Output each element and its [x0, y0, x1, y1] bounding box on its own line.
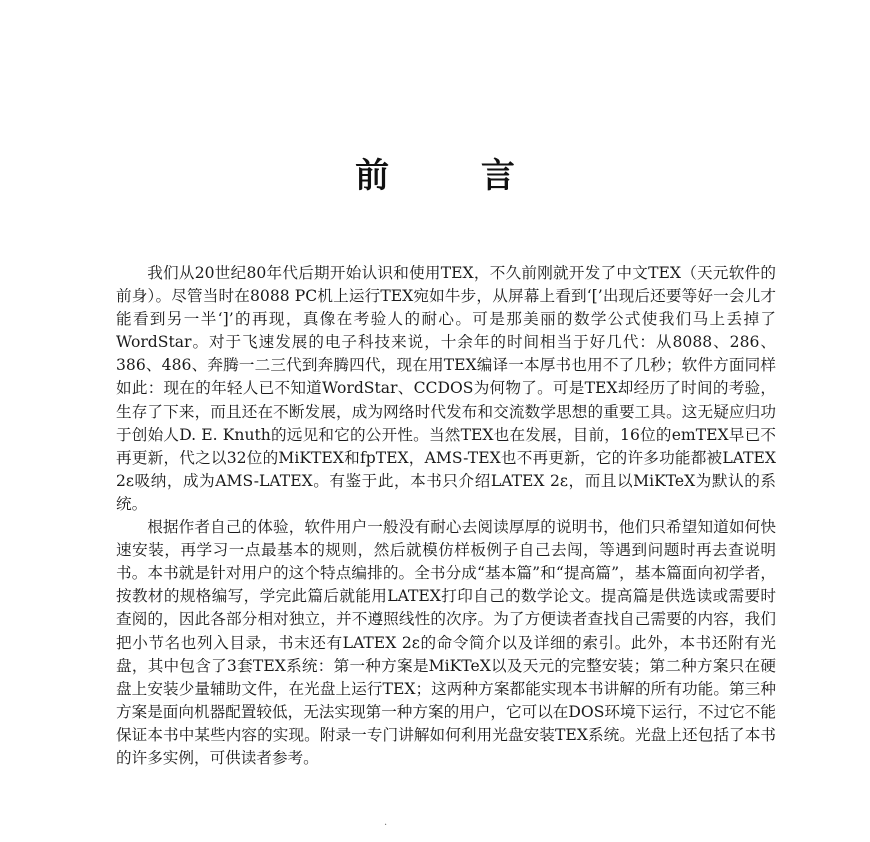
- page-mark: ·: [384, 820, 388, 831]
- page-title: 前 言: [355, 156, 555, 196]
- paragraph-2: 根据作者自己的体验，软件用户一般没有耐心去阅读厚厚的说明书，他们只希望知道如何快速安装，再学习一点最基本的规则，然后就模仿样板例子自己去闯，等遇到问题时再去查说明书。本书就是针对用户的这个特点编排的。全书分成“基本篇”和“提高篇”，基本篇面向初学者，按教材的规格编写，学完此篇后就能用LATEX打印自己的数学论文。提高篇是供选读或需要时查阅的，因此各部分相对独立，并不遵照线性的次序。为了方便读者查找自己需要的内容，我们把小节名也列入目录，书末还有LATEX 2ε的命令简介以及详细的索引。此外，本书还附有光盘，其中包含了3套TEX系统：第一种方案是MiKTeX以及天元的完整安装；第二种方案只在硬盘上安装少量辅助文件，在光盘上运行TEX；这两种方案都能实现本书讲解的所有功能。第三种方案是面向机器配置较低，无法实现第一种方案的用户，它可以在DOS环境下运行，不过它不能保证本书中某些内容的实现。附录一专门讲解如何利用光盘安装TEX系统。光盘上还包括了本书的许多实例，可供读者参考。: [116, 518, 776, 767]
- paragraph-1: 我们从20世纪80年代后期开始认识和使用TEX，不久前刚就开发了中文TEX（天元软件的前身）。尽管当时在8088 PC机上运行TEX宛如牛步，从屏幕上看到‘[’出现后还要等好一会儿才能看到另一半‘]’的再现，真像在考验人的耐心。可是那美丽的数学公式使我们马上丢掉了WordStar。对于飞速发展的电子科技来说，十余年的时间相当于好几代：从8088、286、386、486、奔腾一二三代到奔腾四代，现在用TEX编译一本厚书也用不了几秒；软件方面同样如此：现在的年轻人已不知道WordStar、CCDOS为何物了。可是TEX却经历了时间的考验，生存了下来，而且还在不断发展，成为网络时代发布和交流数学思想的重要工具。这无疑应归功于创始人D. E. Knuth的远见和它的公开性。当然TEX也在发展，目前，16位的emTEX早已不再更新，代之以32位的MiKTEX和fpTEX，AMS-TEX也不再更新，它的许多功能都被LATEX 2ε吸纳，成为AMS-LATEX。有鉴于此，本书只介绍LATEX 2ε，而且以MiKTeX为默认的系统。: [116, 264, 776, 513]
- preface-body: [116, 262, 776, 770]
